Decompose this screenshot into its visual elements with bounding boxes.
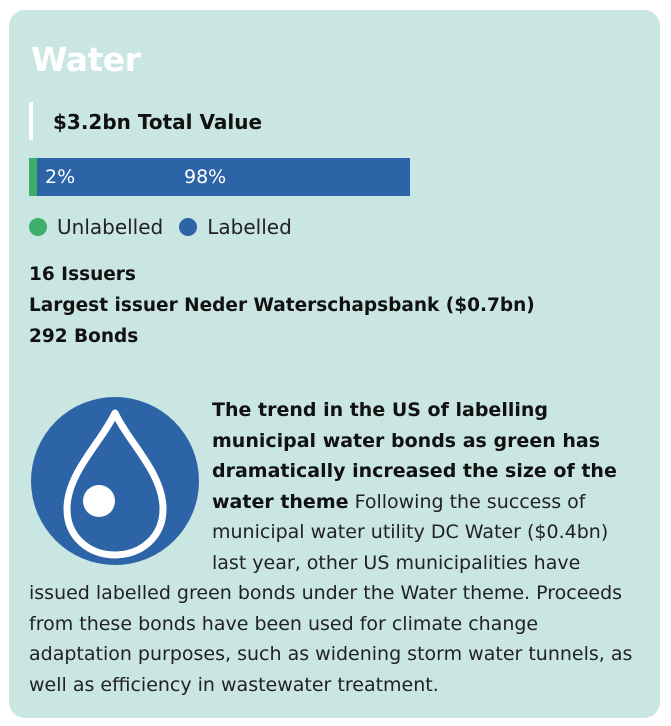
body-text [29,395,645,700]
legend-item-unlabelled [29,215,163,239]
body-paragraph: Following the success of municipal water utility DC Water ($0.4bn) last year, other US municipalities have issued labelled green bonds under the Water theme. Proceeds from these bonds have been used for climate change adaptation purposes, such as widening storm water tunnels, as well as efficiency in wastewater treatment. [29,490,633,696]
stats-block [29,259,535,352]
chart-legend [29,215,308,239]
water-theme-card [9,10,660,718]
legend-swatch-unlabelled [29,218,47,236]
data-label-labelled: 98% [184,166,227,188]
total-value-block [29,102,262,140]
total-value: $3.2bn Total Value [53,110,263,134]
bar-segment-unlabelled [29,158,37,196]
bonds-count: 292 Bonds [29,326,139,347]
legend-item-labelled [179,215,292,239]
body-headline: The trend in the US of labelling municipal water bonds as green has dramatically increased the size of the water theme [212,399,617,513]
issuers-count: 16 Issuers [29,264,136,285]
stacked-bar-chart [29,158,410,196]
legend-label-labelled: Labelled [207,215,292,239]
theme-title: Water [31,40,141,79]
data-label-unlabelled: 2% [45,166,76,188]
legend-swatch-labelled [179,218,197,236]
largest-issuer: Largest issuer Neder Waterschapsbank ($0.7bn) [29,295,535,316]
legend-label-unlabelled: Unlabelled [57,215,164,239]
